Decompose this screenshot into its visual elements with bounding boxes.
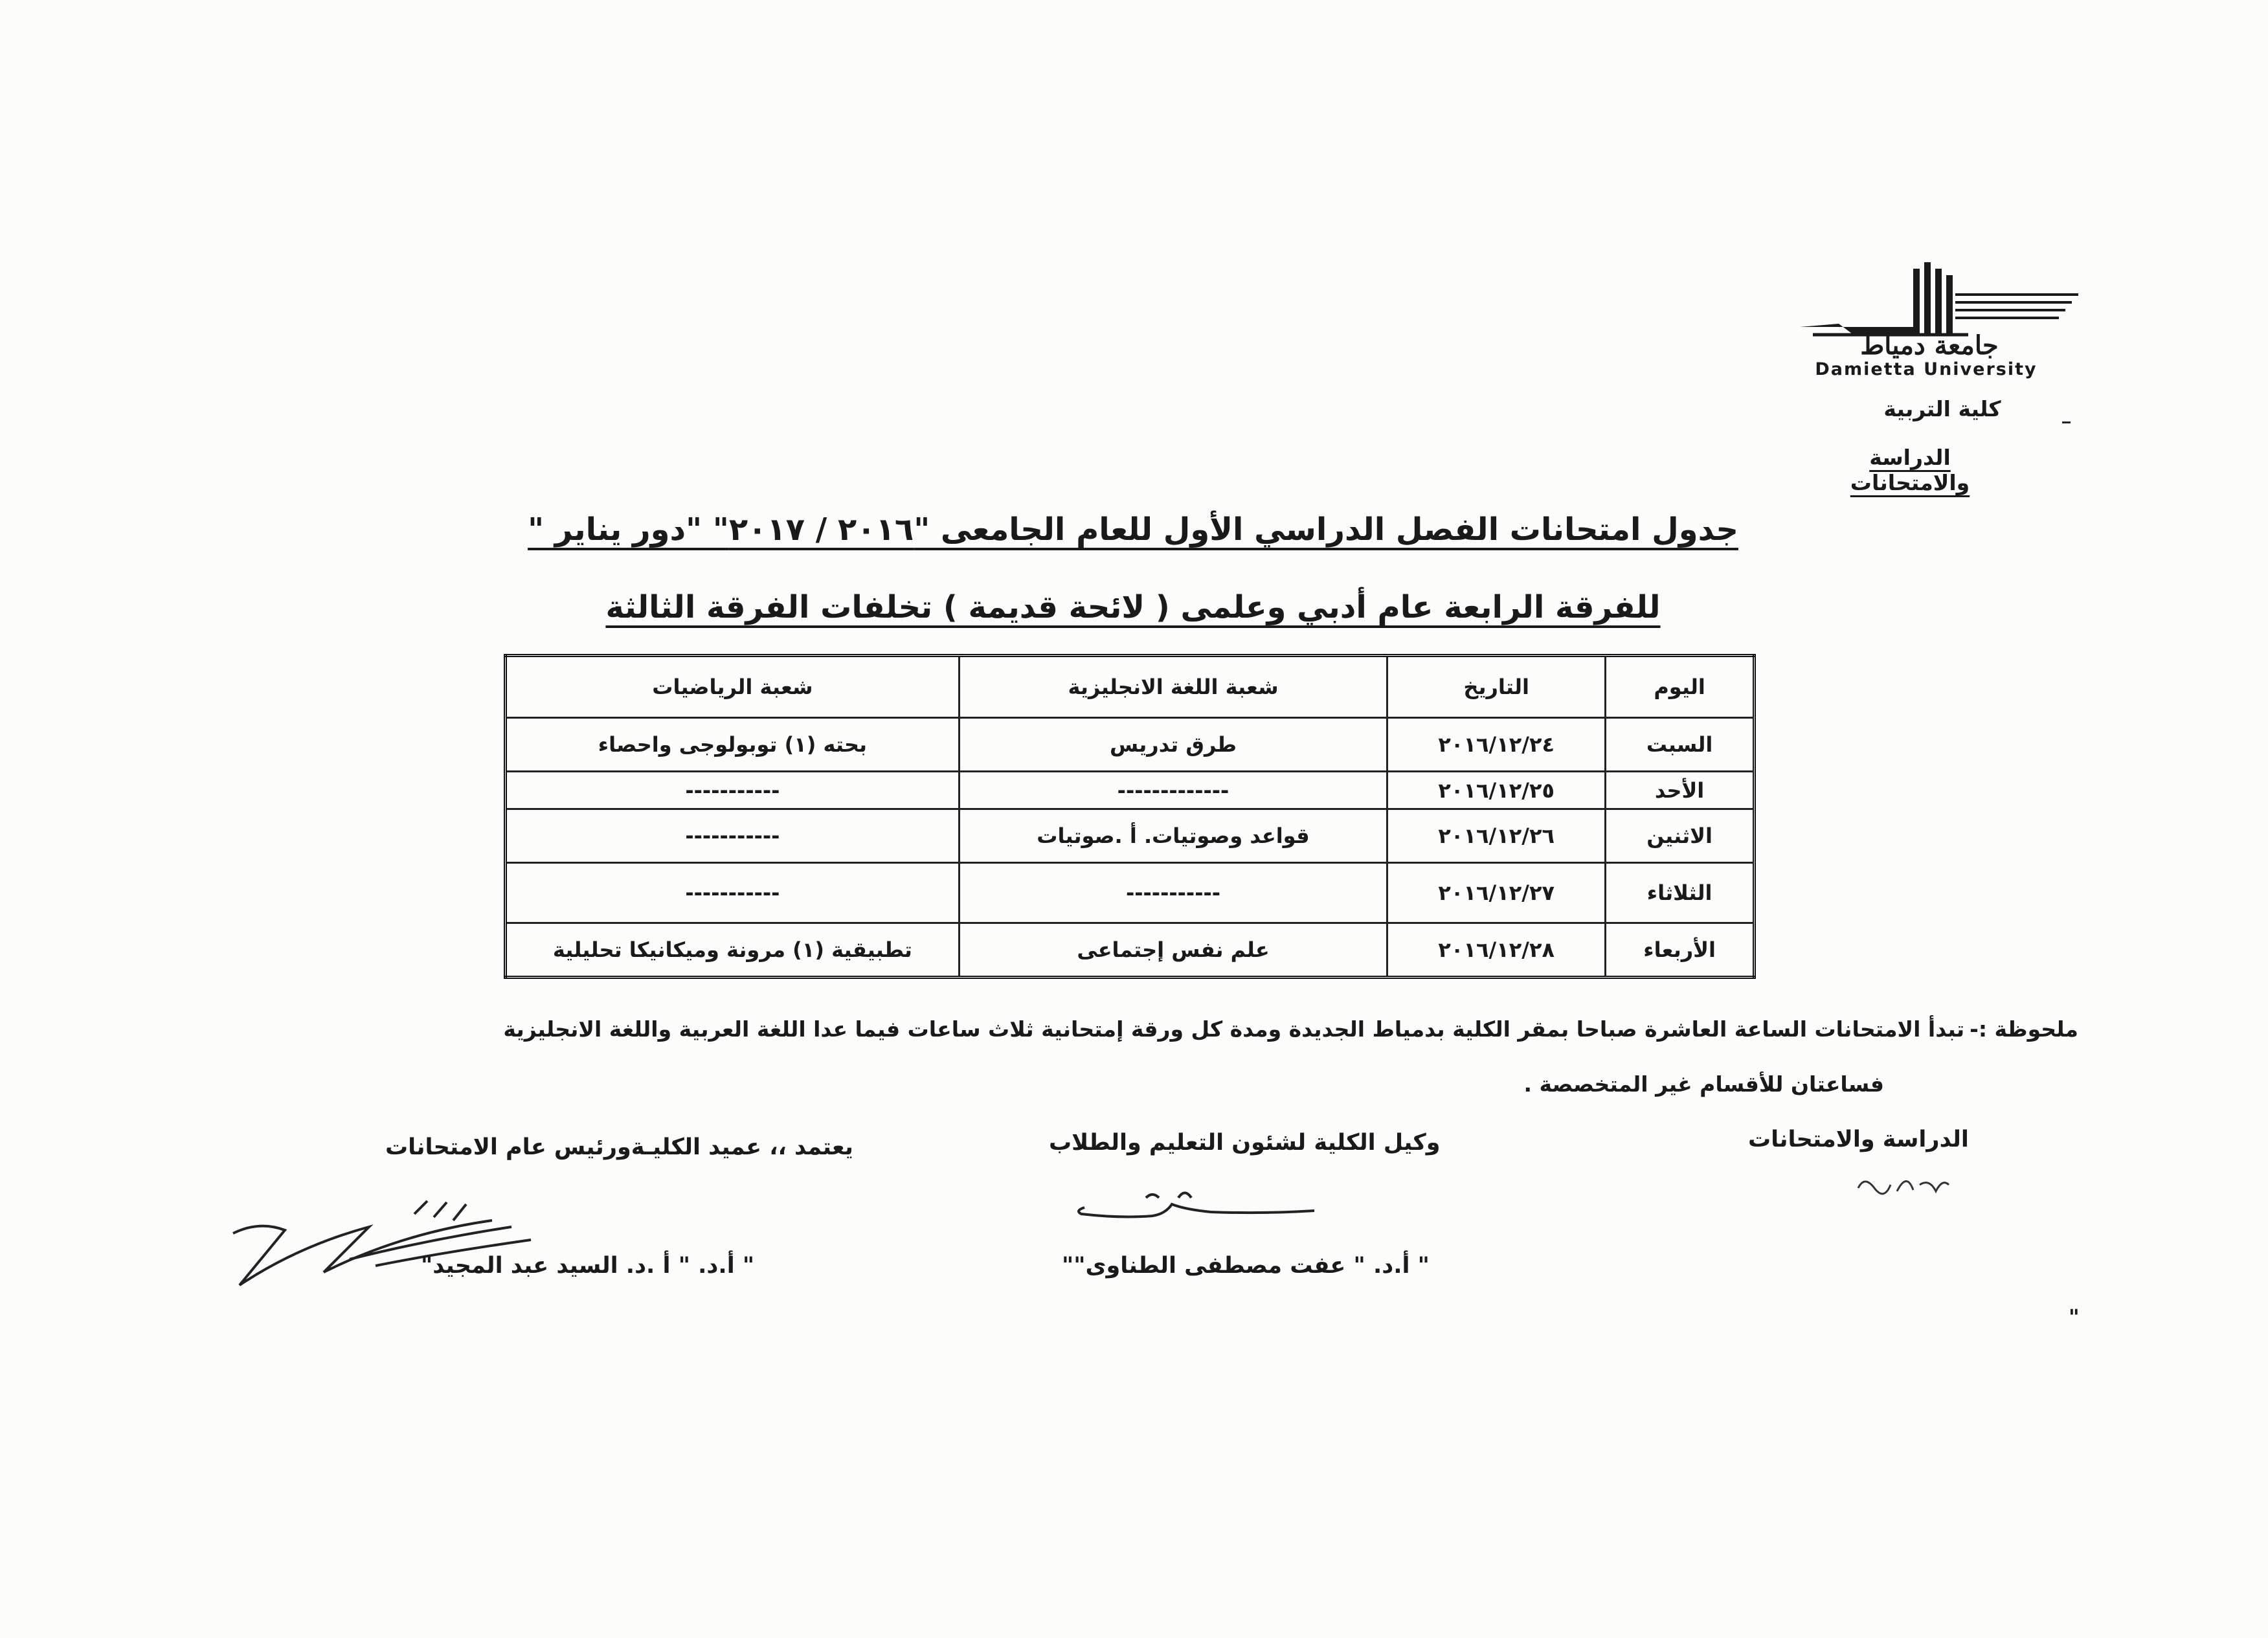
schedule-subtitle: للفرقة الرابعة عام أدبي وعلمى ( لائحة قديمة ) تخلفات الفرقة الثالثة bbox=[605, 589, 1661, 625]
dean-title: يعتمد ،، عميد الكليـةورئيس عام الامتحانات bbox=[385, 1134, 853, 1160]
vice-dean-signature bbox=[1068, 1178, 1327, 1230]
header-day: اليوم bbox=[1606, 656, 1755, 718]
university-name-arabic: جامعة دمياط bbox=[1860, 330, 1999, 361]
header-math: شعبة الرياضيات bbox=[506, 656, 960, 718]
cell-date: ٢٠١٦/١٢/٢٤ bbox=[1387, 718, 1606, 772]
schedule-title: جدول امتحانات الفصل الدراسي الأول للعام الجامعى "٢٠١٦ / ٢٠١٧" "دور يناير " bbox=[528, 511, 1738, 548]
cell-date: ٢٠١٦/١٢/٢٨ bbox=[1387, 923, 1606, 978]
cell-english: ------------- bbox=[959, 772, 1387, 809]
stray-quote-mark: " bbox=[2069, 1305, 2080, 1329]
cell-day: الأحد bbox=[1606, 772, 1755, 809]
cell-english: طرق تدريس bbox=[959, 718, 1387, 772]
table-row bbox=[506, 863, 1755, 923]
table-header-row bbox=[506, 656, 1755, 718]
cell-math: بحته (١) توبولوجى واحصاء bbox=[506, 718, 960, 772]
header-date: التاريخ bbox=[1387, 656, 1606, 718]
cell-english: قواعد وصوتيات. أ .صوتيات bbox=[959, 809, 1387, 863]
dean-signature bbox=[220, 1195, 583, 1305]
faculty-name: كلية التربية bbox=[1883, 396, 2001, 421]
department-name: الدراسة والامتحانات bbox=[1850, 445, 1970, 495]
cell-date: ٢٠١٦/١٢/٢٥ bbox=[1387, 772, 1606, 809]
cell-date: ٢٠١٦/١٢/٢٦ bbox=[1387, 809, 1606, 863]
note-line-1 bbox=[453, 1002, 2078, 1057]
dean-name: " أ.د. " أ .د. السيد عبد المجيد" bbox=[421, 1253, 755, 1279]
studies-signature bbox=[1852, 1165, 1955, 1204]
table-row bbox=[506, 718, 1755, 772]
note-line-2: فساعتان للأقسام غير المتخصصة . bbox=[1523, 1071, 1884, 1097]
table-row bbox=[506, 809, 1755, 863]
cell-english: علم نفس إجتماعى bbox=[959, 923, 1387, 978]
exam-schedule-table bbox=[504, 654, 1756, 979]
vice-dean-name: " أ.د. " عفت مصطفى الطناوى"" bbox=[1062, 1253, 1430, 1279]
cell-math: ----------- bbox=[506, 772, 960, 809]
studies-exams-signatory: الدراسة والامتحانات bbox=[1748, 1127, 1969, 1152]
header-dash bbox=[2062, 421, 2071, 423]
table-row bbox=[506, 923, 1755, 978]
cell-day: الاثنين bbox=[1606, 809, 1755, 863]
exam-note bbox=[453, 1002, 2078, 1112]
note-text-1: تبدأ الامتحانات الساعة العاشرة صباحا بمقر الكلية بدمياط الجديدة ومدة كل ورقة إمتحانية ثلاث ساعات فيما عدا اللغة العربية واللغة الانجليزية bbox=[503, 1016, 1965, 1042]
cell-day: الأربعاء bbox=[1606, 923, 1755, 978]
cell-date: ٢٠١٦/١٢/٢٧ bbox=[1387, 863, 1606, 923]
cell-day: الثلاثاء bbox=[1606, 863, 1755, 923]
cell-math: تطبيقية (١) مرونة وميكانيكا تحليلية bbox=[506, 923, 960, 978]
header-english: شعبة اللغة الانجليزية bbox=[959, 656, 1387, 718]
cell-english: ----------- bbox=[959, 863, 1387, 923]
vice-dean-title: وكيل الكلية لشئون التعليم والطلاب bbox=[1049, 1130, 1441, 1156]
table-row bbox=[506, 772, 1755, 809]
cell-math: ----------- bbox=[506, 863, 960, 923]
university-name-english: Damietta University bbox=[1815, 359, 2038, 379]
cell-math: ----------- bbox=[506, 809, 960, 863]
note-label: ملحوظة :- bbox=[1970, 1016, 2078, 1042]
cell-day: السبت bbox=[1606, 718, 1755, 772]
